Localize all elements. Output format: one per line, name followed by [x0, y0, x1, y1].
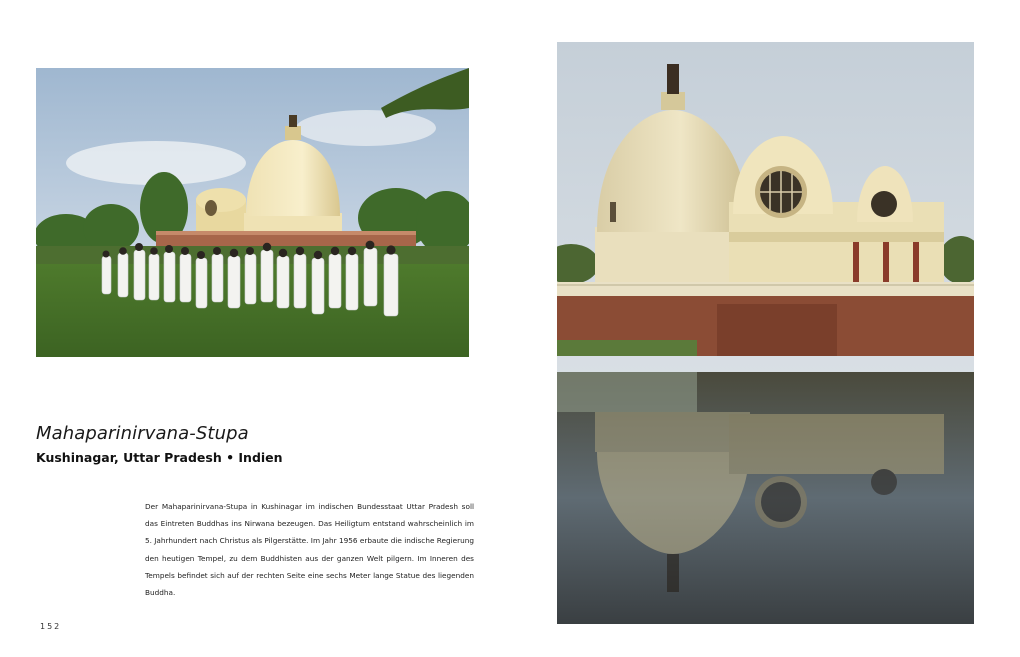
photo-temple-illustration — [557, 42, 974, 624]
article-body: Der Mahaparinirvana-Stupa in Kushinagar im indischen Bundesstaat Uttar Pradesh soll das Eintreten Buddhas ins Nirwana bezeugen. Das Heiligtum entstand wahrscheinlich im 5. Jahrhundert nach Christus als Pilgerstätte. Im Jahr 1956 erbaute die indische Regierung den heutigen Tempel, zu dem Buddhisten aus der ganzen Welt pilgern. Im Inneren des Tempels befindet sich auf der rechten Seite eine sechs Meter lange Statue des liegenden Buddha. — [145, 502, 475, 598]
photo-pilgrims-at-stupa — [36, 68, 469, 357]
photo-temple-reflection — [557, 42, 974, 624]
article-title: Mahaparinirvana-Stupa — [36, 423, 249, 444]
article-location: Kushinagar, Uttar Pradesh • Indien — [36, 450, 283, 465]
photo-pilgrims-illustration — [36, 68, 469, 357]
page-number: 152 — [40, 622, 62, 631]
